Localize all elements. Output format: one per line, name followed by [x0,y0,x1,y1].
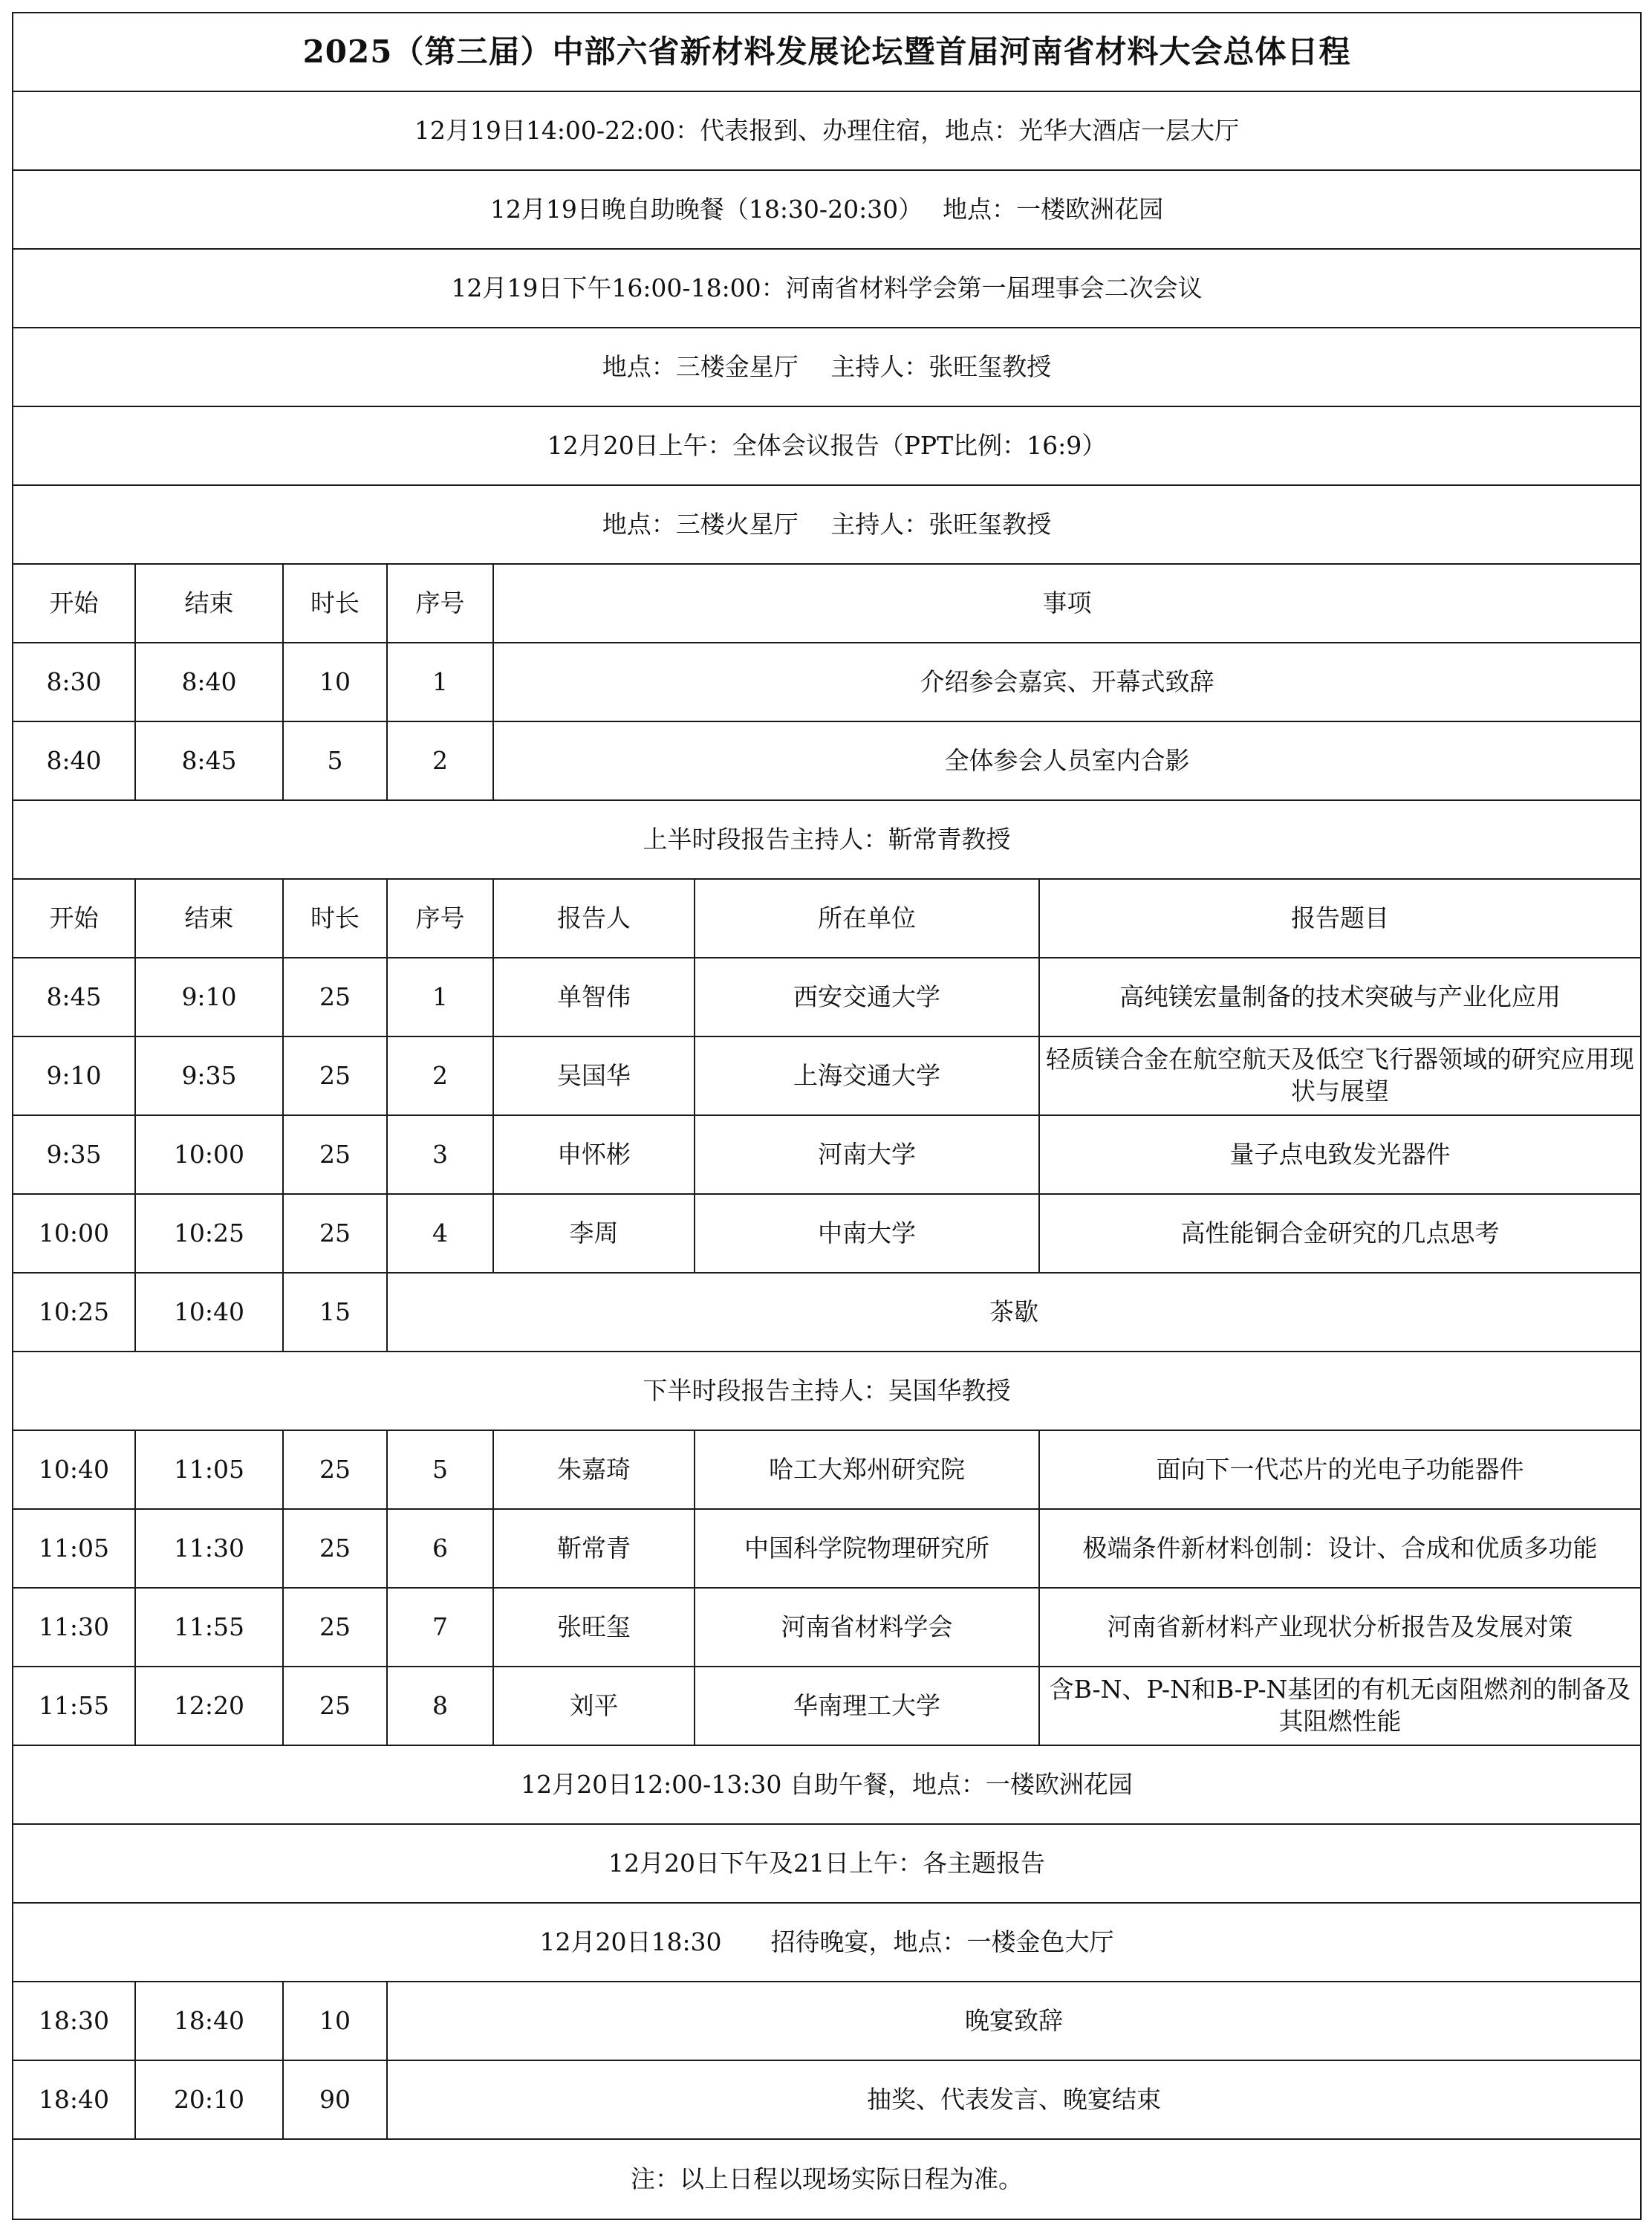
duration: 25 [283,1036,387,1115]
start-time: 8:45 [13,958,135,1036]
opening-header-row [13,564,1641,643]
start-time: 8:30 [13,643,135,721]
start-time: 8:40 [13,721,135,800]
table-row [13,721,1641,800]
affiliation: 河南省材料学会 [695,1588,1039,1667]
end-time: 8:45 [135,721,283,800]
table-row [13,1509,1641,1588]
info-row [13,485,1641,564]
page-title: 2025（第三届）中部六省新材料发展论坛暨首届河南省材料大会总体日程 [13,13,1641,91]
info-row [13,1824,1641,1903]
table-row [13,1194,1641,1273]
item-description: 全体参会人员室内合影 [493,721,1641,800]
duration: 25 [283,1588,387,1667]
end-time: 9:10 [135,958,283,1036]
info-row [13,91,1641,170]
header-item: 事项 [493,564,1641,643]
talk-topic: 量子点电致发光器件 [1039,1115,1641,1194]
speaker: 单智伟 [493,958,695,1036]
duration: 25 [283,1667,387,1745]
duration: 25 [283,1194,387,1273]
table-row [13,1036,1641,1115]
plenary-place-info: 地点：三楼火星厅 主持人：张旺玺教授 [13,485,1641,564]
start-time: 10:00 [13,1194,135,1273]
header-end: 结束 [135,879,283,958]
speaker: 靳常青 [493,1509,695,1588]
end-time: 12:20 [135,1667,283,1745]
header-no: 序号 [387,879,493,958]
table-row [13,1588,1641,1667]
affiliation: 中南大学 [695,1194,1039,1273]
break-row [13,1273,1641,1352]
banquet-row [13,2060,1641,2139]
sequence-no: 4 [387,1194,493,1273]
affiliation: 华南理工大学 [695,1667,1039,1745]
end-time: 11:55 [135,1588,283,1667]
checkin-info: 12月19日14:00-22:00：代表报到、办理住宿，地点：光华大酒店一层大厅 [13,91,1641,170]
talk-topic: 高性能铜合金研究的几点思考 [1039,1194,1641,1273]
duration: 90 [283,2060,387,2139]
header-speaker: 报告人 [493,879,695,958]
duration: 25 [283,1509,387,1588]
banquet-item: 抽奖、代表发言、晚宴结束 [387,2060,1641,2139]
talk-topic: 含B-N、P-N和B-P-N基团的有机无卤阻燃剂的制备及其阻燃性能 [1039,1667,1641,1745]
start-time: 9:10 [13,1036,135,1115]
info-row [13,249,1641,328]
sequence-no: 6 [387,1509,493,1588]
speaker: 刘平 [493,1667,695,1745]
affiliation: 中国科学院物理研究所 [695,1509,1039,1588]
end-time: 8:40 [135,643,283,721]
speaker: 吴国华 [493,1036,695,1115]
talk-topic: 面向下一代芯片的光电子功能器件 [1039,1430,1641,1509]
sequence-no: 5 [387,1430,493,1509]
start-time: 11:55 [13,1667,135,1745]
header-affiliation: 所在单位 [695,879,1039,958]
start-time: 11:30 [13,1588,135,1667]
banquet-row [13,1982,1641,2060]
header-topic: 报告题目 [1039,879,1641,958]
tea-break-label: 茶歇 [387,1273,1641,1352]
sequence-no: 2 [387,721,493,800]
speaker: 申怀彬 [493,1115,695,1194]
header-end: 结束 [135,564,283,643]
table-row [13,1430,1641,1509]
header-start: 开始 [13,564,135,643]
start-time: 11:05 [13,1509,135,1588]
talk-topic: 轻质镁合金在航空航天及低空飞行器领域的研究应用现状与展望 [1039,1036,1641,1115]
header-start: 开始 [13,879,135,958]
duration: 25 [283,1115,387,1194]
sequence-no: 3 [387,1115,493,1194]
header-duration: 时长 [283,564,387,643]
banquet-item: 晚宴致辞 [387,1982,1641,2060]
affiliation: 哈工大郑州研究院 [695,1430,1039,1509]
info-row [13,1903,1641,1982]
talk-header-row [13,879,1641,958]
duration: 25 [283,958,387,1036]
duration: 10 [283,643,387,721]
session2-host: 下半时段报告主持人：吴国华教授 [13,1352,1641,1430]
table-row [13,643,1641,721]
banquet-info: 12月20日18:30 招待晚宴，地点：一楼金色大厅 [13,1903,1641,1982]
table-row [13,1115,1641,1194]
council-info: 12月19日下午16:00-18:00：河南省材料学会第一届理事会二次会议 [13,249,1641,328]
start-time: 18:30 [13,1982,135,2060]
note-row [13,2139,1641,2219]
end-time: 11:05 [135,1430,283,1509]
end-time: 10:25 [135,1194,283,1273]
session-host-row [13,1352,1641,1430]
sequence-no: 8 [387,1667,493,1745]
header-duration: 时长 [283,879,387,958]
talk-topic: 极端条件新材料创制：设计、合成和优质多功能 [1039,1509,1641,1588]
item-description: 介绍参会嘉宾、开幕式致辞 [493,643,1641,721]
sequence-no: 1 [387,643,493,721]
info-row [13,406,1641,485]
info-row [13,170,1641,249]
start-time: 18:40 [13,2060,135,2139]
table-row [13,958,1641,1036]
end-time: 11:30 [135,1509,283,1588]
duration: 10 [283,1982,387,2060]
footnote: 注：以上日程以现场实际日程为准。 [13,2139,1641,2219]
end-time: 20:10 [135,2060,283,2139]
sequence-no: 1 [387,958,493,1036]
plenary-info: 12月20日上午：全体会议报告（PPT比例：16:9） [13,406,1641,485]
speaker: 朱嘉琦 [493,1430,695,1509]
parallel-sessions-info: 12月20日下午及21日上午：各主题报告 [13,1824,1641,1903]
end-time: 10:00 [135,1115,283,1194]
table-row [13,1667,1641,1745]
start-time: 10:25 [13,1273,135,1352]
info-row [13,1745,1641,1824]
duration: 25 [283,1430,387,1509]
speaker: 张旺玺 [493,1588,695,1667]
session-host-row [13,800,1641,879]
speaker: 李周 [493,1194,695,1273]
sequence-no: 7 [387,1588,493,1667]
dinner-info: 12月19日晚自助晚餐（18:30-20:30） 地点：一楼欧洲花园 [13,170,1641,249]
end-time: 9:35 [135,1036,283,1115]
start-time: 10:40 [13,1430,135,1509]
end-time: 18:40 [135,1982,283,2060]
start-time: 9:35 [13,1115,135,1194]
session1-host: 上半时段报告主持人：靳常青教授 [13,800,1641,879]
duration: 15 [283,1273,387,1352]
duration: 5 [283,721,387,800]
end-time: 10:40 [135,1273,283,1352]
sequence-no: 2 [387,1036,493,1115]
talk-topic: 河南省新材料产业现状分析报告及发展对策 [1039,1588,1641,1667]
header-no: 序号 [387,564,493,643]
talk-topic: 高纯镁宏量制备的技术突破与产业化应用 [1039,958,1641,1036]
affiliation: 西安交通大学 [695,958,1039,1036]
title-row [13,13,1641,91]
info-row [13,328,1641,406]
lunch-info: 12月20日12:00-13:30 自助午餐，地点：一楼欧洲花园 [13,1745,1641,1824]
schedule-table [12,12,1642,2220]
affiliation: 上海交通大学 [695,1036,1039,1115]
council-place-info: 地点：三楼金星厅 主持人：张旺玺教授 [13,328,1641,406]
affiliation: 河南大学 [695,1115,1039,1194]
